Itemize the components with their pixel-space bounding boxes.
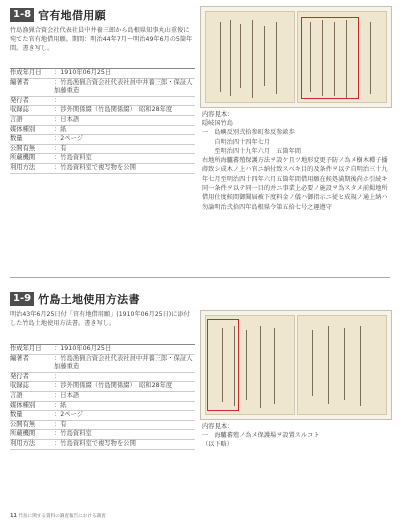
- meta-label: 所蔵機関: [10, 154, 36, 162]
- metadata-table: [10, 68, 195, 174]
- transcription: [202, 431, 390, 450]
- meta-row: [10, 345, 195, 355]
- document-photo: [200, 6, 392, 108]
- document-page-right: [297, 315, 387, 415]
- section-title: 官有地借用願: [38, 9, 106, 22]
- section-description: 竹島漁猟合資会社代表社員中井養三郎から島根県知事丸山重俊に宛てた官有地借用願。期間：明治44年7月〜明治49年6月の5箇年間。書き写し。: [10, 27, 193, 52]
- meta-value: ：日本語: [54, 115, 80, 123]
- meta-row: [10, 421, 195, 431]
- meta-value: ：紙: [54, 125, 67, 133]
- document-page-left: [205, 11, 295, 103]
- meta-row: [10, 382, 195, 392]
- page-footer: [10, 513, 106, 519]
- meta-value: ：竹島資料室で複写物を公開: [54, 439, 136, 447]
- meta-label: 発行者: [10, 96, 29, 104]
- meta-value: ：竹島資料室で複写物を公開: [54, 163, 136, 171]
- section-header: [10, 8, 106, 22]
- meta-row: [10, 126, 195, 136]
- meta-value: ：有: [54, 144, 67, 152]
- meta-row: [10, 411, 195, 421]
- meta-label: 収録誌: [10, 382, 29, 390]
- section-number: 1-8: [10, 8, 34, 22]
- meta-value: ：渉外関係綴（竹島関係綴） 昭和28年度: [54, 106, 173, 114]
- section-description: 明治43年6月25日付「官有地借用願」(1910年06月25日)に添付した竹島土地使用方法書。書き写し。: [10, 311, 190, 327]
- meta-label: 媒体種別: [10, 401, 36, 409]
- section-number: 1-9: [10, 292, 34, 306]
- transcription-line: 自明治四十四年七月: [202, 138, 271, 146]
- meta-value: ：紙: [54, 401, 67, 409]
- transcription-line: 至明治四十九年六月 五箇年間: [202, 147, 301, 155]
- meta-row: [10, 164, 195, 174]
- meta-label: 数量: [10, 135, 23, 143]
- meta-value: ：竹島資料室: [54, 154, 92, 162]
- meta-row: [10, 79, 195, 97]
- meta-row: [10, 440, 195, 450]
- meta-row: [10, 392, 195, 402]
- meta-value: ：: [54, 372, 61, 380]
- transcription-line: 一 海驢蕃殖ノ為メ保護場ヲ設置スルコト: [202, 432, 320, 439]
- meta-row: [10, 355, 195, 373]
- transcription-line: 右地所海驢蕃殖保護方法ヲ設ケ且ツ地形変更予防ノ為メ樹木種子播蒔致シ成木ノ上ハ官ニ納付致スベキ目的及条件ヲ以テ自明治三十九年七月至明治四十四年六月五箇年間借用願在候処満期後尚ホ引続キ同一条件ヲ以テ同一目的并ニ事業上必要ノ施設ヲ為スタメ前掲地所借用仕度候間御聞届被下度料金ノ儀ハ御指示ニ従ヒ成規ノ通上納ハ勿論明治弐拾四年島根県令第五拾七号之趣遵守: [202, 157, 388, 211]
- meta-label: 編著者: [10, 78, 29, 86]
- meta-row: [10, 430, 195, 440]
- meta-label: 発行者: [10, 372, 29, 380]
- meta-row: [10, 116, 195, 126]
- section-divider: [10, 277, 390, 278]
- meta-label: 利用方法: [10, 439, 36, 447]
- meta-label: 編著者: [10, 354, 29, 362]
- transcription-line: 隠岐国竹島: [202, 120, 233, 127]
- meta-label: 言語: [10, 391, 23, 399]
- transcription-heading: 内容見本：: [202, 111, 234, 118]
- meta-label: 収録誌: [10, 106, 29, 114]
- section-header: [10, 292, 140, 306]
- meta-label: 数量: [10, 411, 23, 419]
- document-photo: [200, 310, 392, 420]
- meta-row: [10, 373, 195, 383]
- meta-row: [10, 69, 195, 79]
- meta-value: ：竹島漁猟合資会社代表社員中井養三郎・保証人加藤重造: [54, 78, 193, 95]
- page-number: 11: [10, 513, 17, 519]
- meta-label: 言語: [10, 115, 23, 123]
- meta-label: 公開有無: [10, 420, 36, 428]
- meta-value: ：2ページ: [54, 411, 84, 419]
- meta-value: ：竹島漁猟合資会社代表社員中井養三郎・保証人加藤重造: [54, 354, 193, 371]
- meta-row: [10, 402, 195, 412]
- meta-label: 媒体種別: [10, 125, 36, 133]
- meta-label: 作成年月日: [10, 345, 42, 352]
- meta-value: ：1910年06月25日: [54, 345, 112, 352]
- meta-row: [10, 154, 195, 164]
- meta-row: [10, 97, 195, 107]
- meta-label: 公開有無: [10, 144, 36, 152]
- meta-value: ：2ページ: [54, 135, 84, 143]
- meta-value: ：竹島資料室: [54, 430, 92, 438]
- meta-value: ：日本語: [54, 391, 80, 399]
- meta-row: [10, 135, 195, 145]
- highlight-box: [301, 17, 359, 99]
- meta-label: 作成年月日: [10, 69, 42, 76]
- transcription: [202, 119, 390, 212]
- meta-row: [10, 106, 195, 116]
- meta-row: [10, 145, 195, 155]
- highlight-box: [207, 319, 239, 411]
- meta-value: ：有: [54, 420, 67, 428]
- meta-value: ：渉外関係綴（竹島関係綴） 昭和28年度: [54, 382, 173, 390]
- footer-text: 竹島に関する資料の調査報告における調査: [18, 514, 106, 519]
- metadata-table: [10, 344, 195, 450]
- section-title: 竹島土地使用方法書: [38, 293, 140, 306]
- meta-value: ：: [54, 96, 61, 104]
- transcription-heading: 内容見本：: [202, 423, 234, 430]
- meta-value: ：1910年06月25日: [54, 69, 112, 76]
- meta-label: 所蔵機関: [10, 430, 36, 438]
- transcription-line: 一 島嶼反別弐拾参町参反参畝歩: [202, 129, 295, 137]
- meta-label: 利用方法: [10, 163, 36, 171]
- transcription-line: （以下略）: [202, 441, 233, 449]
